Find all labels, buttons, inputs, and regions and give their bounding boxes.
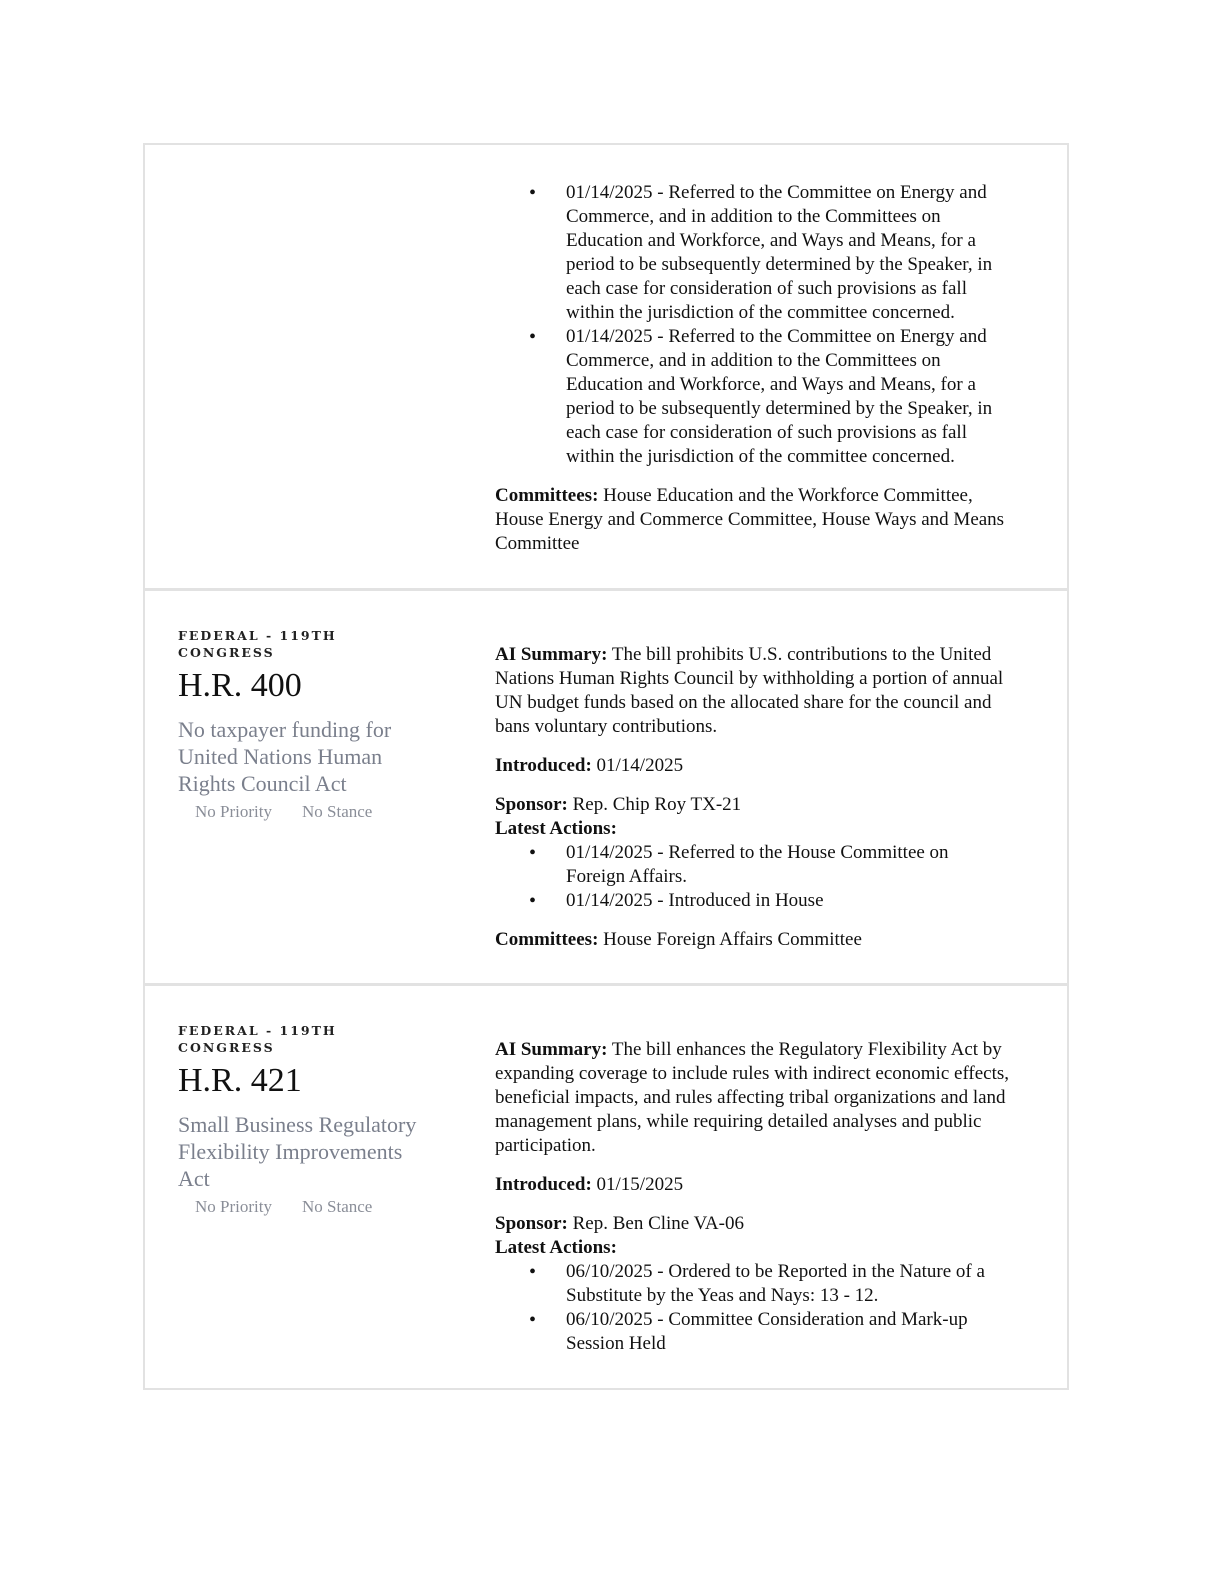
bill-details-column: [470, 591, 1010, 983]
latest-actions-list: [495, 1260, 1010, 1356]
bill-title: Small Business Regulatory Flexibility Improvements Act: [178, 1112, 417, 1191]
sponsor-block: [495, 1212, 1010, 1356]
latest-actions-heading: [495, 817, 1010, 841]
latest-actions-label: Latest Actions:: [495, 1237, 617, 1258]
bill-number[interactable]: H.R. 400: [178, 667, 302, 704]
bill-details-column: [470, 145, 1010, 588]
stance-tag: No Stance: [301, 802, 373, 821]
latest-actions-list: [495, 841, 1010, 913]
action-item: • 06/10/2025 - Ordered to be Reported in the Nature of a Substitute by the Yeas and Nays: 13 - 12.: [566, 1260, 1010, 1308]
committees-value: House Foreign Affairs Committee: [603, 929, 862, 950]
bill-info-column: [145, 986, 470, 1388]
ai-summary-label: AI Summary:: [495, 1039, 608, 1060]
sponsor: [495, 793, 1010, 817]
congress-label: FEDERAL - 119TH CONGRESS: [178, 1023, 337, 1055]
bill-tags: [178, 1197, 470, 1217]
ai-summary-text: The bill prohibits U.S. contributions to the United Nations Human Rights Council by withholding a portion of annual UN budget funds based on the allocated share for the council and bans voluntary contributions.: [495, 644, 1004, 737]
bill-tags: [178, 802, 470, 822]
latest-actions-list: [495, 181, 1010, 469]
congress-label: FEDERAL - 119TH CONGRESS: [178, 628, 337, 660]
committees-label: Committees:: [495, 929, 599, 950]
stance-tag: No Stance: [301, 1197, 373, 1216]
sponsor: [495, 1212, 1010, 1236]
bill-number[interactable]: H.R. 421: [178, 1062, 302, 1099]
committees-value: House Education and the Workforce Committee, House Energy and Commerce Committee, House Ways and Means Committee: [495, 485, 1005, 554]
sponsor-name: Rep. Chip Roy TX-21: [572, 794, 742, 815]
latest-actions-heading: [495, 1236, 1010, 1260]
introduced-date: 01/14/2025: [596, 755, 684, 776]
ai-summary: [495, 643, 1010, 739]
ai-summary-text: The bill enhances the Regulatory Flexibility Act by expanding coverage to include rules with indirect economic effects, beneficial impacts, and rules affecting tribal organizations and land management plans, while requiring detailed analyses and public participation.: [495, 1039, 1010, 1156]
bill-info-column: [145, 591, 470, 983]
sponsor-label: Sponsor:: [495, 1213, 568, 1234]
priority-tag: No Priority: [195, 802, 272, 821]
sponsor-name: Rep. Ben Cline VA-06: [572, 1213, 744, 1234]
latest-actions-label: Latest Actions:: [495, 818, 617, 839]
introduced-label: Introduced:: [495, 755, 592, 776]
bill-table: [143, 143, 1069, 1390]
ai-summary: [495, 1038, 1010, 1158]
introduced: [495, 1173, 1010, 1197]
action-item: • 01/14/2025 - Referred to the House Committee on Foreign Affairs.: [566, 841, 1010, 889]
priority-tag: No Priority: [195, 1197, 272, 1216]
introduced: [495, 754, 1010, 778]
sponsor-block: [495, 793, 1010, 913]
bill-title: No taxpayer funding for United Nations Human Rights Council Act: [178, 717, 392, 796]
action-item: • 01/14/2025 - Introduced in House: [566, 889, 1010, 913]
committees-label: Committees:: [495, 485, 599, 506]
action-item: • 01/14/2025 - Referred to the Committee on Energy and Commerce, and in addition to the Committees on Education and Workforce, and Ways and Means, for a period to be subsequently determined by the Speaker, in each case for consideration of such provisions as fall within the jurisdiction of the committee concerned.: [566, 181, 1010, 325]
bill-details-column: [470, 986, 1010, 1388]
action-item: • 06/10/2025 - Committee Consideration and Mark-up Session Held: [566, 1308, 1010, 1356]
bill-row: [145, 986, 1067, 1388]
ai-summary-label: AI Summary:: [495, 644, 608, 665]
introduced-label: Introduced:: [495, 1174, 592, 1195]
action-item: • 01/14/2025 - Referred to the Committee on Energy and Commerce, and in addition to the Committees on Education and Workforce, and Ways and Means, for a period to be subsequently determined by the Speaker, in each case for consideration of such provisions as fall within the jurisdiction of the committee concerned.: [566, 325, 1010, 469]
committees: [495, 928, 1010, 952]
bill-row: [145, 591, 1067, 986]
introduced-date: 01/15/2025: [596, 1174, 684, 1195]
bill-row-continued: [145, 145, 1067, 591]
committees: [495, 484, 1010, 556]
bill-info-column: [145, 145, 470, 588]
sponsor-label: Sponsor:: [495, 794, 568, 815]
